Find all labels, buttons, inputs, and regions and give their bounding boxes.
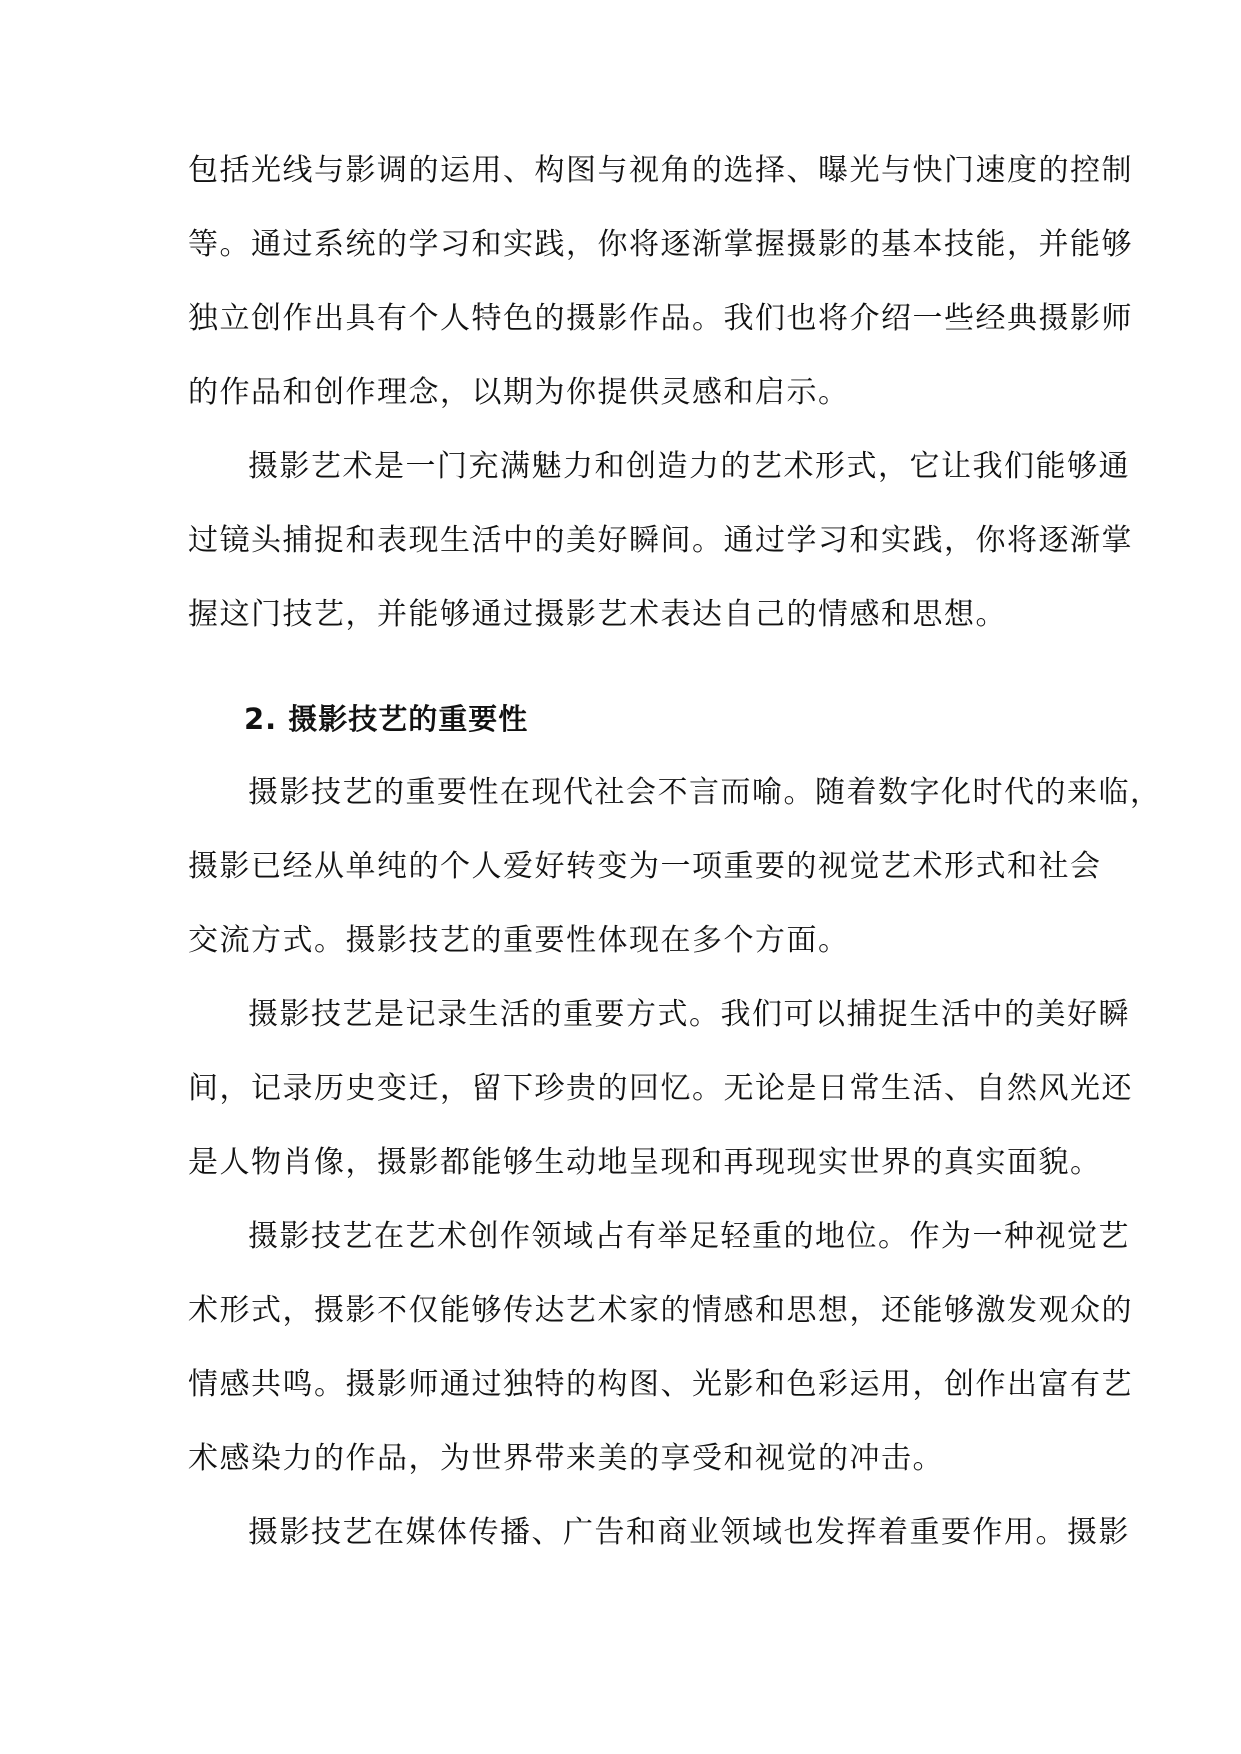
paragraph-line: 摄影已经从单纯的个人爱好转变为一项重要的视觉艺术形式和社会 xyxy=(188,849,1102,884)
paragraph-line: 是人物肖像，摄影都能够生动地呈现和再现现实世界的真实面貌。 xyxy=(188,1145,1102,1180)
paragraph-line: 摄影艺术是一门充满魅力和创造力的艺术形式，它让我们能够通 xyxy=(248,449,1130,484)
paragraph-line: 过镜头捕捉和表现生活中的美好瞬间。通过学习和实践，你将逐渐掌 xyxy=(188,523,1133,558)
paragraph-line: 术形式，摄影不仅能够传达艺术家的情感和思想，还能够激发观众的 xyxy=(188,1293,1133,1328)
paragraph-line: 等。通过系统的学习和实践，你将逐渐掌握摄影的基本技能，并能够 xyxy=(188,227,1133,262)
paragraph-line: 摄影技艺的重要性在现代社会不言而喻。随着数字化时代的来临， xyxy=(248,775,1162,810)
paragraph-line: 包括光线与影调的运用、构图与视角的选择、曝光与快门速度的控制 xyxy=(188,153,1133,188)
section-heading: 2. 摄影技艺的重要性 xyxy=(244,702,529,736)
paragraph-line: 的作品和创作理念，以期为你提供灵感和启示。 xyxy=(188,375,850,410)
paragraph-line: 独立创作出具有个人特色的摄影作品。我们也将介绍一些经典摄影师 xyxy=(188,301,1133,336)
paragraph-line: 摄影技艺在媒体传播、广告和商业领域也发挥着重要作用。摄影 xyxy=(248,1515,1130,1550)
paragraph-line: 间，记录历史变迁，留下珍贵的回忆。无论是日常生活、自然风光还 xyxy=(188,1071,1133,1106)
paragraph-line: 摄影技艺是记录生活的重要方式。我们可以捕捉生活中的美好瞬 xyxy=(248,997,1130,1032)
paragraph-line: 情感共鸣。摄影师通过独特的构图、光影和色彩运用，创作出富有艺 xyxy=(188,1367,1133,1402)
paragraph-line: 交流方式。摄影技艺的重要性体现在多个方面。 xyxy=(188,923,850,958)
paragraph-line: 握这门技艺，并能够通过摄影艺术表达自己的情感和思想。 xyxy=(188,597,1007,632)
paragraph-line: 摄影技艺在艺术创作领域占有举足轻重的地位。作为一种视觉艺 xyxy=(248,1219,1130,1254)
paragraph-line: 术感染力的作品，为世界带来美的享受和视觉的冲击。 xyxy=(188,1441,944,1476)
